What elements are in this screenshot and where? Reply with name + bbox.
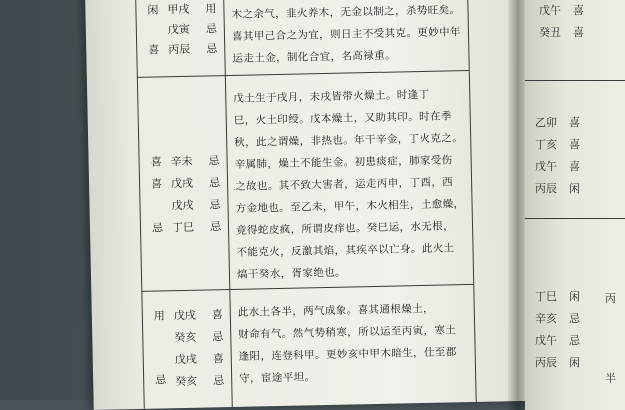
right-pillar: 丁亥: [535, 138, 557, 151]
body-text-line: 竟得蛇皮疯，所谓皮痒也。癸巳运，水无根，: [235, 220, 455, 237]
body-text-line: 运走土金，制化合宜，名高禄重。: [232, 49, 397, 65]
pillar: 戊寅: [167, 22, 190, 37]
pillar-tag: 忌: [208, 176, 221, 190]
right-pillar-tag: 闲: [569, 290, 580, 303]
pillar-tag: 忌: [209, 220, 222, 234]
right-pillar-tag: 喜: [569, 138, 580, 151]
right-pillar-tag: 忌: [569, 334, 580, 347]
right-pillar: 戊午: [535, 160, 557, 173]
right-pillar: 戊午: [539, 4, 561, 17]
row-divider-2: [141, 284, 473, 292]
right-pillar: 戊午: [535, 334, 557, 347]
row-mark: 闲: [147, 3, 159, 17]
pillar: 甲戌: [167, 2, 190, 17]
right-page: [525, 0, 625, 410]
right-pillar: 癸丑: [539, 26, 561, 39]
body-text-line: 不能克火，反激其焰，其疾卒以亡身。此火土: [236, 242, 455, 259]
row-mark: 喜: [150, 155, 162, 169]
body-text-line: 辛属肺，燥土不能生金。初患痰症，肺家受伤: [234, 154, 453, 171]
body-text-line: 木之余气，韭火养木，无金以制之，杀势旺矣。: [231, 4, 461, 21]
pillar-tag: 忌: [205, 22, 217, 36]
table-divider-column: [223, 0, 233, 407]
right-pillar: 丁巳: [535, 290, 557, 303]
right-row-divider: [525, 218, 625, 219]
pillar: 戊戌: [171, 198, 194, 213]
pillar-tag: 忌: [208, 154, 220, 168]
pillar: 丙辰: [168, 42, 191, 57]
right-row-divider: [525, 80, 625, 81]
pillar-tag: 忌: [209, 198, 221, 212]
pillar: 戊戌: [170, 176, 194, 191]
right-pillar: 丙辰: [535, 182, 557, 195]
row-mark: 喜: [148, 43, 160, 57]
pillar-tag: 喜: [211, 308, 223, 322]
body-text-line: 方金地也。至乙未，甲午，木火相生，土愈燥，: [235, 198, 465, 215]
right-pillar-tag: 喜: [573, 4, 584, 17]
body-text-line: 戊土生于戌月，未戌皆带火燥土。时逢丁: [233, 88, 430, 105]
table-border-left: [135, 0, 145, 409]
pillar: 辛未: [170, 154, 193, 169]
pillar-tag: 用: [205, 2, 217, 16]
pillar-tag: 忌: [212, 330, 224, 344]
body-text-line: 守，宦途平坦。: [239, 371, 316, 385]
body-text-line: 财命有气。然气势稍寒，所以运至丙寅，寒土: [238, 324, 457, 341]
pillar: 癸亥: [175, 374, 198, 389]
body-text-line: 喜其甲己合之为宜，则日主不受其克。更妙中年: [231, 26, 461, 43]
row-mark: 忌: [155, 373, 167, 387]
right-pillar: 乙卯: [535, 116, 557, 129]
row-mark: 喜: [150, 177, 163, 191]
body-text-line: 巳，火土印绶。戊本燥土，又助其印。时在季: [233, 110, 452, 127]
row-mark: 忌: [151, 221, 164, 235]
right-pillar-tag: 喜: [573, 26, 584, 39]
right-pillar: 辛亥: [535, 312, 557, 325]
pillar: 丁巳: [171, 220, 195, 235]
right-pillar-tag: 闲: [569, 182, 580, 195]
right-pillar-tag: 喜: [569, 160, 580, 173]
body-text-line: 此水土各半，两气成象。喜其通根燥土，: [237, 302, 435, 319]
row-divider-1: [137, 70, 469, 78]
pillar-tag: 喜: [212, 352, 224, 366]
pillar-tag: 忌: [206, 42, 218, 56]
right-edge-text: 丙: [605, 292, 616, 305]
right-pillar-tag: 闲: [569, 356, 580, 369]
body-text-line: 逢阳，连登科甲。更妙亥中甲木暗生，仕至郡: [238, 346, 457, 363]
right-pillar-tag: 喜: [569, 116, 580, 129]
table-border-right: [467, 0, 477, 402]
pillar: 戊戌: [174, 352, 197, 367]
body-text-line: 秋，此之谓燥，非热也。年干辛金，丁火克之。: [234, 132, 464, 149]
pillar-tag: 忌: [213, 374, 225, 388]
right-pillar: 丙辰: [535, 356, 557, 369]
right-edge-text: 半: [605, 372, 616, 385]
left-page: [85, 0, 534, 410]
body-text-line: 之故也。其不致大害者，运走丙申，丁酉，西: [235, 176, 454, 193]
right-pillar-tag: 忌: [569, 312, 580, 325]
body-text-line: 熇干癸水，胥家绝也。: [236, 266, 347, 281]
pillar: 癸亥: [174, 330, 197, 345]
row-mark: 用: [153, 309, 165, 323]
pillar: 戊戌: [173, 308, 196, 323]
